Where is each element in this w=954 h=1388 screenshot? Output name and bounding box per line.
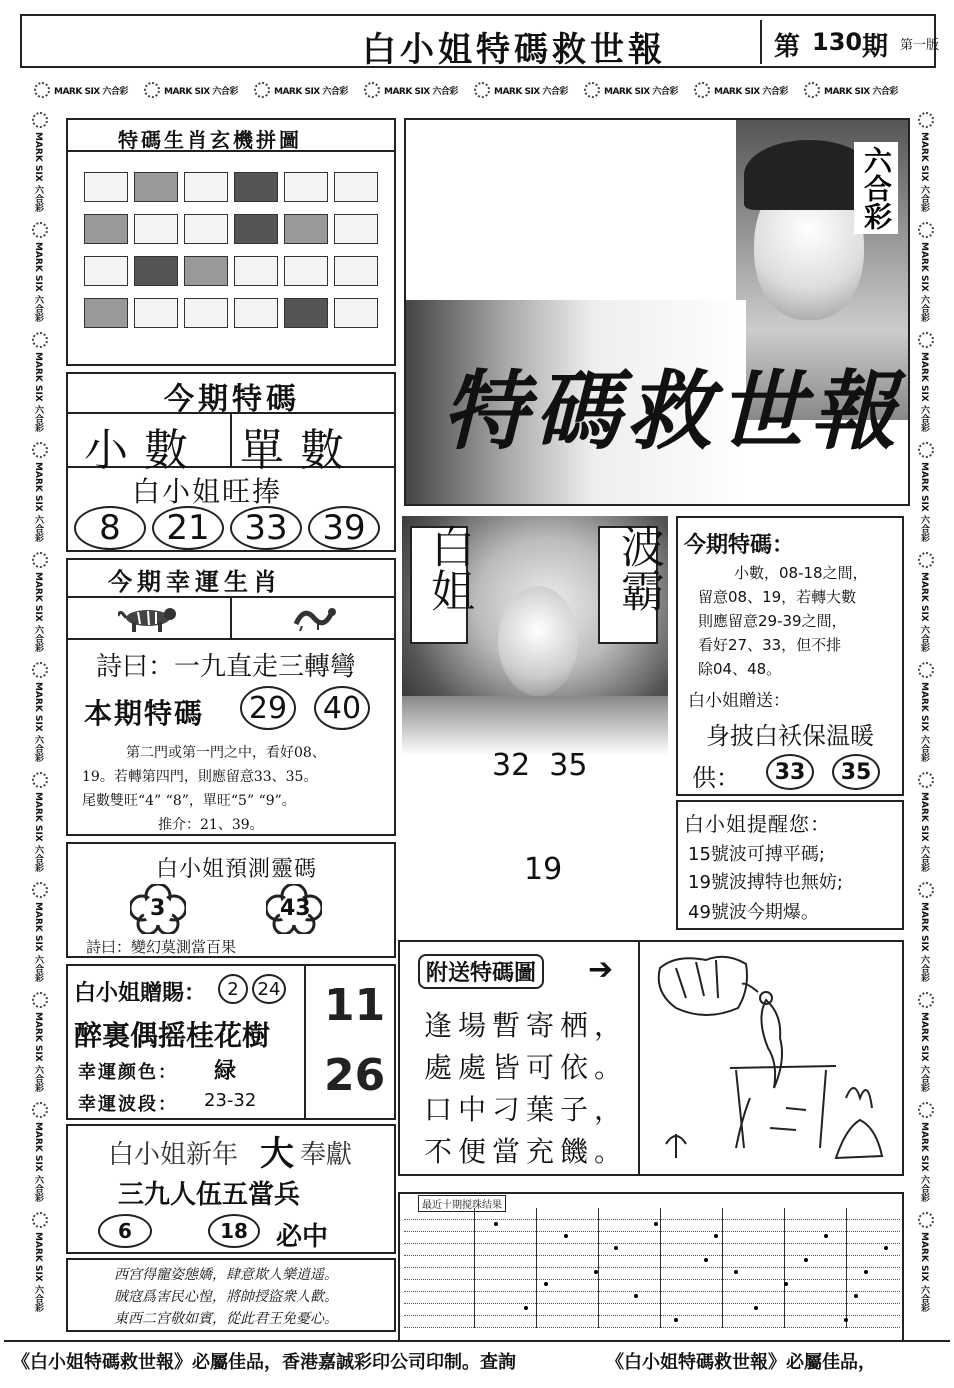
puzzle-cell (134, 172, 178, 202)
puzzle-grid (84, 172, 384, 352)
results-dot (804, 1258, 808, 1262)
results-dot (714, 1234, 718, 1238)
puzzle-cell (184, 256, 228, 286)
border-flower-icon (32, 222, 48, 238)
results-panel (398, 1192, 904, 1342)
newyear-ball-2: 18 (208, 1214, 260, 1248)
hero-badge (846, 128, 906, 248)
lucky-poem: 詩曰：一九直走三轉彎 (96, 652, 357, 682)
newyear-title-c: 奉獻 (300, 1140, 353, 1170)
results-dot (734, 1270, 738, 1274)
gift-title: 白小姐贈賜： (74, 981, 207, 1006)
special-ball-1: 8 (74, 506, 146, 550)
border-mark: MARK SIX 六合彩 (54, 87, 128, 97)
lucky-code-label: 本期特碼 (84, 697, 205, 730)
lucky-zodiac-title: 今期幸運生肖 (108, 567, 282, 596)
photo-face (498, 586, 578, 696)
results-dot (784, 1282, 788, 1286)
right-supply-label: 供： (692, 764, 740, 792)
border-flower-icon (918, 882, 934, 898)
border-flower-icon (34, 82, 50, 98)
puzzle-cell (84, 214, 128, 244)
special-code-odd: 單數 (240, 425, 360, 476)
results-title: 最近十期搅珠结果 (418, 1195, 506, 1212)
hero-panel (404, 118, 910, 506)
dragon-icon (292, 604, 336, 632)
results-dot (564, 1234, 568, 1238)
right-special-panel (676, 516, 904, 796)
lucky-ball-1: 29 (240, 686, 296, 730)
photo-numbers-top: 32 35 (492, 748, 588, 783)
border-flower-icon (32, 112, 48, 128)
results-dot (494, 1222, 498, 1226)
puzzle-cell (284, 214, 328, 244)
border-mark: MARK SIX 六合彩 (919, 132, 929, 212)
reminder-line-3: 49號波今期爆。 (688, 902, 819, 923)
gift-ball-1: 2 (218, 974, 248, 1004)
page-title: 白小姐特碼救世報 (362, 30, 666, 70)
gift-panel (66, 964, 396, 1120)
gift-big-number-1: 11 (324, 980, 386, 1031)
gift-color-value: 緑 (214, 1059, 237, 1084)
border-flower-icon (32, 772, 48, 788)
border-mark: MARK SIX 六合彩 (33, 902, 43, 982)
right-gift-title: 白小姐贈送： (688, 691, 790, 711)
border-mark: MARK SIX 六合彩 (33, 1232, 43, 1312)
border-mark: MARK SIX 六合彩 (919, 792, 929, 872)
puzzle-cell (134, 214, 178, 244)
border-mark: MARK SIX 六合彩 (919, 462, 929, 542)
special-code-panel (66, 372, 396, 552)
puzzle-cell (234, 256, 278, 286)
results-row (404, 1316, 900, 1328)
results-row (404, 1292, 900, 1304)
gift-wave-label: 幸運波段： (78, 1094, 178, 1115)
right-special-line-5: 除04、48。 (698, 660, 782, 678)
newyear-stamp: 必中 (276, 1222, 329, 1252)
newyear-title-b: 大 (260, 1134, 294, 1174)
header-bar (20, 14, 940, 70)
border-flower-icon (32, 442, 48, 458)
attached-line-3: 口中刁葉子， (424, 1093, 629, 1126)
puzzle-cell (284, 256, 328, 286)
attached-panel (398, 940, 904, 1176)
border-flower-icon (918, 662, 934, 678)
lucky-desc-1: 第二門或第一門之中，看好08、 (126, 745, 326, 761)
results-dot (544, 1282, 548, 1286)
special-ball-3: 33 (230, 506, 302, 550)
right-supply-ball-1: 33 (766, 754, 814, 790)
border-mark: MARK SIX 六合彩 (919, 1232, 929, 1312)
puzzle-cell (334, 298, 378, 328)
arrow-icon: ➔ (588, 952, 614, 987)
results-dot (524, 1306, 528, 1310)
border-flower-icon (364, 82, 380, 98)
issue-prefix: 第 (774, 32, 801, 62)
results-row (404, 1304, 900, 1316)
predict-number-2: 43 (280, 896, 311, 921)
border-mark: MARK SIX 六合彩 (604, 87, 678, 97)
border-mark: MARK SIX 六合彩 (919, 352, 929, 432)
special-ball-4: 39 (308, 506, 380, 550)
predict-title: 白小姐預測靈碼 (156, 857, 318, 882)
border-mark: MARK SIX 六合彩 (33, 352, 43, 432)
results-dot (674, 1318, 678, 1322)
puzzle-cell (84, 298, 128, 328)
puzzle-cell (234, 298, 278, 328)
border-mark: MARK SIX 六合彩 (919, 1012, 929, 1092)
border-flower-icon (32, 662, 48, 678)
poem-line-3: 東西二宫敬如賓，從此君王免憂心。 (114, 1311, 338, 1327)
results-dot (594, 1270, 598, 1274)
results-column (846, 1208, 847, 1328)
border-mark: MARK SIX 六合彩 (33, 1012, 43, 1092)
results-dot (854, 1294, 858, 1298)
puzzle-cell (84, 256, 128, 286)
border-mark: MARK SIX 六合彩 (919, 902, 929, 982)
results-dot (884, 1246, 888, 1250)
border-flower-icon (694, 82, 710, 98)
puzzle-cell (184, 298, 228, 328)
border-mark: MARK SIX 六合彩 (919, 1122, 929, 1202)
lucky-ball-2: 40 (314, 686, 370, 730)
gift-ball-2: 24 (252, 974, 286, 1004)
photo-panel (402, 516, 668, 904)
photo-numbers-bottom: 19 (524, 852, 563, 887)
reminder-panel (676, 800, 904, 930)
results-dot (614, 1246, 618, 1250)
predict-poem: 詩曰：變幻莫測當百果 (86, 938, 237, 956)
newyear-title-a: 白小姐新年 (108, 1140, 239, 1170)
results-row (404, 1268, 900, 1280)
results-dot (754, 1306, 758, 1310)
poem-line-1: 西宫得寵姿態嬌，肆意欺人樂逍遥。 (114, 1267, 338, 1283)
results-column (598, 1208, 599, 1328)
puzzle-cell (334, 214, 378, 244)
border-flower-icon (144, 82, 160, 98)
issue-number: 130 (812, 28, 863, 56)
border-mark: MARK SIX 六合彩 (494, 87, 568, 97)
results-grid (404, 1208, 900, 1340)
reminder-line-2: 19號波搏特也無妨; (688, 872, 843, 893)
results-column (536, 1208, 537, 1328)
results-dot (704, 1258, 708, 1262)
gift-color-label: 幸運颜色： (78, 1062, 178, 1083)
lucky-zodiac-panel (66, 558, 396, 836)
puzzle-cell (134, 298, 178, 328)
attached-title: 附送特碼圖 (418, 954, 544, 989)
gift-wave-value: 23-32 (204, 1090, 257, 1111)
right-special-line-3: 則應留意29-39之間， (698, 612, 847, 630)
puzzle-cell (234, 214, 278, 244)
border-flower-icon (918, 332, 934, 348)
results-row (404, 1256, 900, 1268)
puzzle-cell (184, 172, 228, 202)
results-column (474, 1208, 475, 1328)
puzzle-panel (66, 118, 396, 366)
photo-left-label: 白姐 (423, 524, 474, 612)
special-code-title: 今期特碼 (164, 382, 300, 417)
predict-panel (66, 842, 396, 958)
border-mark: MARK SIX 六合彩 (919, 242, 929, 322)
border-mark: MARK SIX 六合彩 (33, 792, 43, 872)
reminder-line-1: 15號波可搏平碼; (688, 844, 825, 865)
results-row (404, 1220, 900, 1232)
right-special-title: 今期特碼： (684, 533, 795, 558)
photo-right-label: 波霸 (613, 524, 664, 612)
gift-phrase: 醉裏偶摇桂花樹 (74, 1019, 271, 1052)
footer-left: 《白小姐特碼救世報》必屬佳品，香港嘉誠彩印公司印制。查詢 (12, 1352, 516, 1373)
border-flower-icon (918, 772, 934, 788)
border-mark: MARK SIX 六合彩 (33, 682, 43, 762)
border-mark: MARK SIX 六合彩 (33, 462, 43, 542)
puzzle-cell (134, 256, 178, 286)
puzzle-cell (84, 172, 128, 202)
results-dot (864, 1270, 868, 1274)
newyear-ball-1: 6 (98, 1214, 152, 1248)
predict-number-1: 3 (150, 896, 166, 921)
border-mark: MARK SIX 六合彩 (33, 242, 43, 322)
border-mark: MARK SIX 六合彩 (919, 682, 929, 762)
issue-suffix: 期 (862, 32, 889, 62)
border-flower-icon (32, 1102, 48, 1118)
special-code-subtitle: 白小姐旺捧 (132, 475, 283, 508)
results-column (784, 1208, 785, 1328)
border-mark: MARK SIX 六合彩 (33, 1122, 43, 1202)
attached-line-4: 不便當充饑。 (424, 1135, 629, 1168)
border-flower-icon (918, 1212, 934, 1228)
puzzle-cell (184, 214, 228, 244)
border-mark: MARK SIX 六合彩 (33, 572, 43, 652)
results-dot (634, 1294, 638, 1298)
border-mark: MARK SIX 六合彩 (714, 87, 788, 97)
right-special-line-2: 留意08、19，若轉大數 (698, 588, 857, 606)
border-mark: MARK SIX 六合彩 (919, 572, 929, 652)
footer-right: 《白小姐特碼救世報》必屬佳品， (606, 1352, 876, 1373)
border-mark: MARK SIX 六合彩 (274, 87, 348, 97)
gift-big-number-2: 26 (324, 1050, 386, 1101)
hero-title: 特碼救世報 (442, 361, 902, 462)
hero-badge-text: 六合彩 (854, 142, 898, 234)
border-flower-icon (32, 552, 48, 568)
tiger-icon (118, 604, 178, 632)
border-mark: MARK SIX 六合彩 (824, 87, 898, 97)
results-dot (654, 1222, 658, 1226)
right-supply-ball-2: 35 (832, 754, 880, 790)
lucky-desc-2: 19。若轉第四門，則應留意33、35。 (82, 769, 318, 785)
border-flower-icon (584, 82, 600, 98)
results-row (404, 1208, 900, 1220)
lucky-desc-3: 尾數雙旺“4” “8”，單旺“5” “9”。 (82, 793, 296, 809)
results-dot (844, 1318, 848, 1322)
results-column (660, 1208, 661, 1328)
edition-label: 第一版 (900, 38, 940, 53)
newyear-phrase: 三九人伍五當兵 (118, 1180, 301, 1210)
border-flower-icon (32, 332, 48, 348)
reminder-title: 白小姐提醒您： (684, 812, 831, 836)
border-flower-icon (804, 82, 820, 98)
special-code-small: 小數 (84, 425, 204, 476)
border-flower-icon (32, 882, 48, 898)
border-flower-icon (918, 992, 934, 1008)
border-flower-icon (918, 112, 934, 128)
border-flower-icon (918, 552, 934, 568)
right-special-line-4: 看好27、33，但不排 (698, 636, 842, 654)
results-column (722, 1208, 723, 1328)
lucky-desc-4: 推介：21、39。 (158, 817, 264, 833)
border-flower-icon (918, 222, 934, 238)
flower-43 (266, 884, 322, 934)
puzzle-cell (334, 256, 378, 286)
newyear-panel (66, 1124, 396, 1254)
puzzle-cell (234, 172, 278, 202)
results-dot (824, 1234, 828, 1238)
puzzle-cell (284, 172, 328, 202)
poem-line-2: 賊寇爲害民心惶，將帥授盜衆人歡。 (114, 1289, 338, 1305)
attached-line-2: 處處皆可依。 (424, 1051, 629, 1084)
border-flower-icon (32, 1212, 48, 1228)
attached-line-1: 逢場暫寄栖， (424, 1009, 629, 1042)
border-mark: MARK SIX 六合彩 (164, 87, 238, 97)
right-gift-phrase: 身披白袄保温暖 (706, 722, 874, 750)
results-row (404, 1244, 900, 1256)
puzzle-cell (284, 298, 328, 328)
border-flower-icon (918, 442, 934, 458)
border-flower-icon (474, 82, 490, 98)
parrot-illustration (646, 948, 898, 1170)
border-flower-icon (254, 82, 270, 98)
special-ball-2: 21 (152, 506, 224, 550)
border-flower-icon (918, 1102, 934, 1118)
puzzle-cell (334, 172, 378, 202)
border-mark: MARK SIX 六合彩 (33, 132, 43, 212)
puzzle-title: 特碼生肖玄機拼圖 (118, 128, 302, 152)
border-flower-icon (32, 992, 48, 1008)
flower-3 (130, 884, 186, 934)
border-mark: MARK SIX 六合彩 (384, 87, 458, 97)
right-special-line-1: 小數，08-18之間， (734, 564, 868, 582)
results-row (404, 1280, 900, 1292)
poem-panel (66, 1258, 396, 1332)
